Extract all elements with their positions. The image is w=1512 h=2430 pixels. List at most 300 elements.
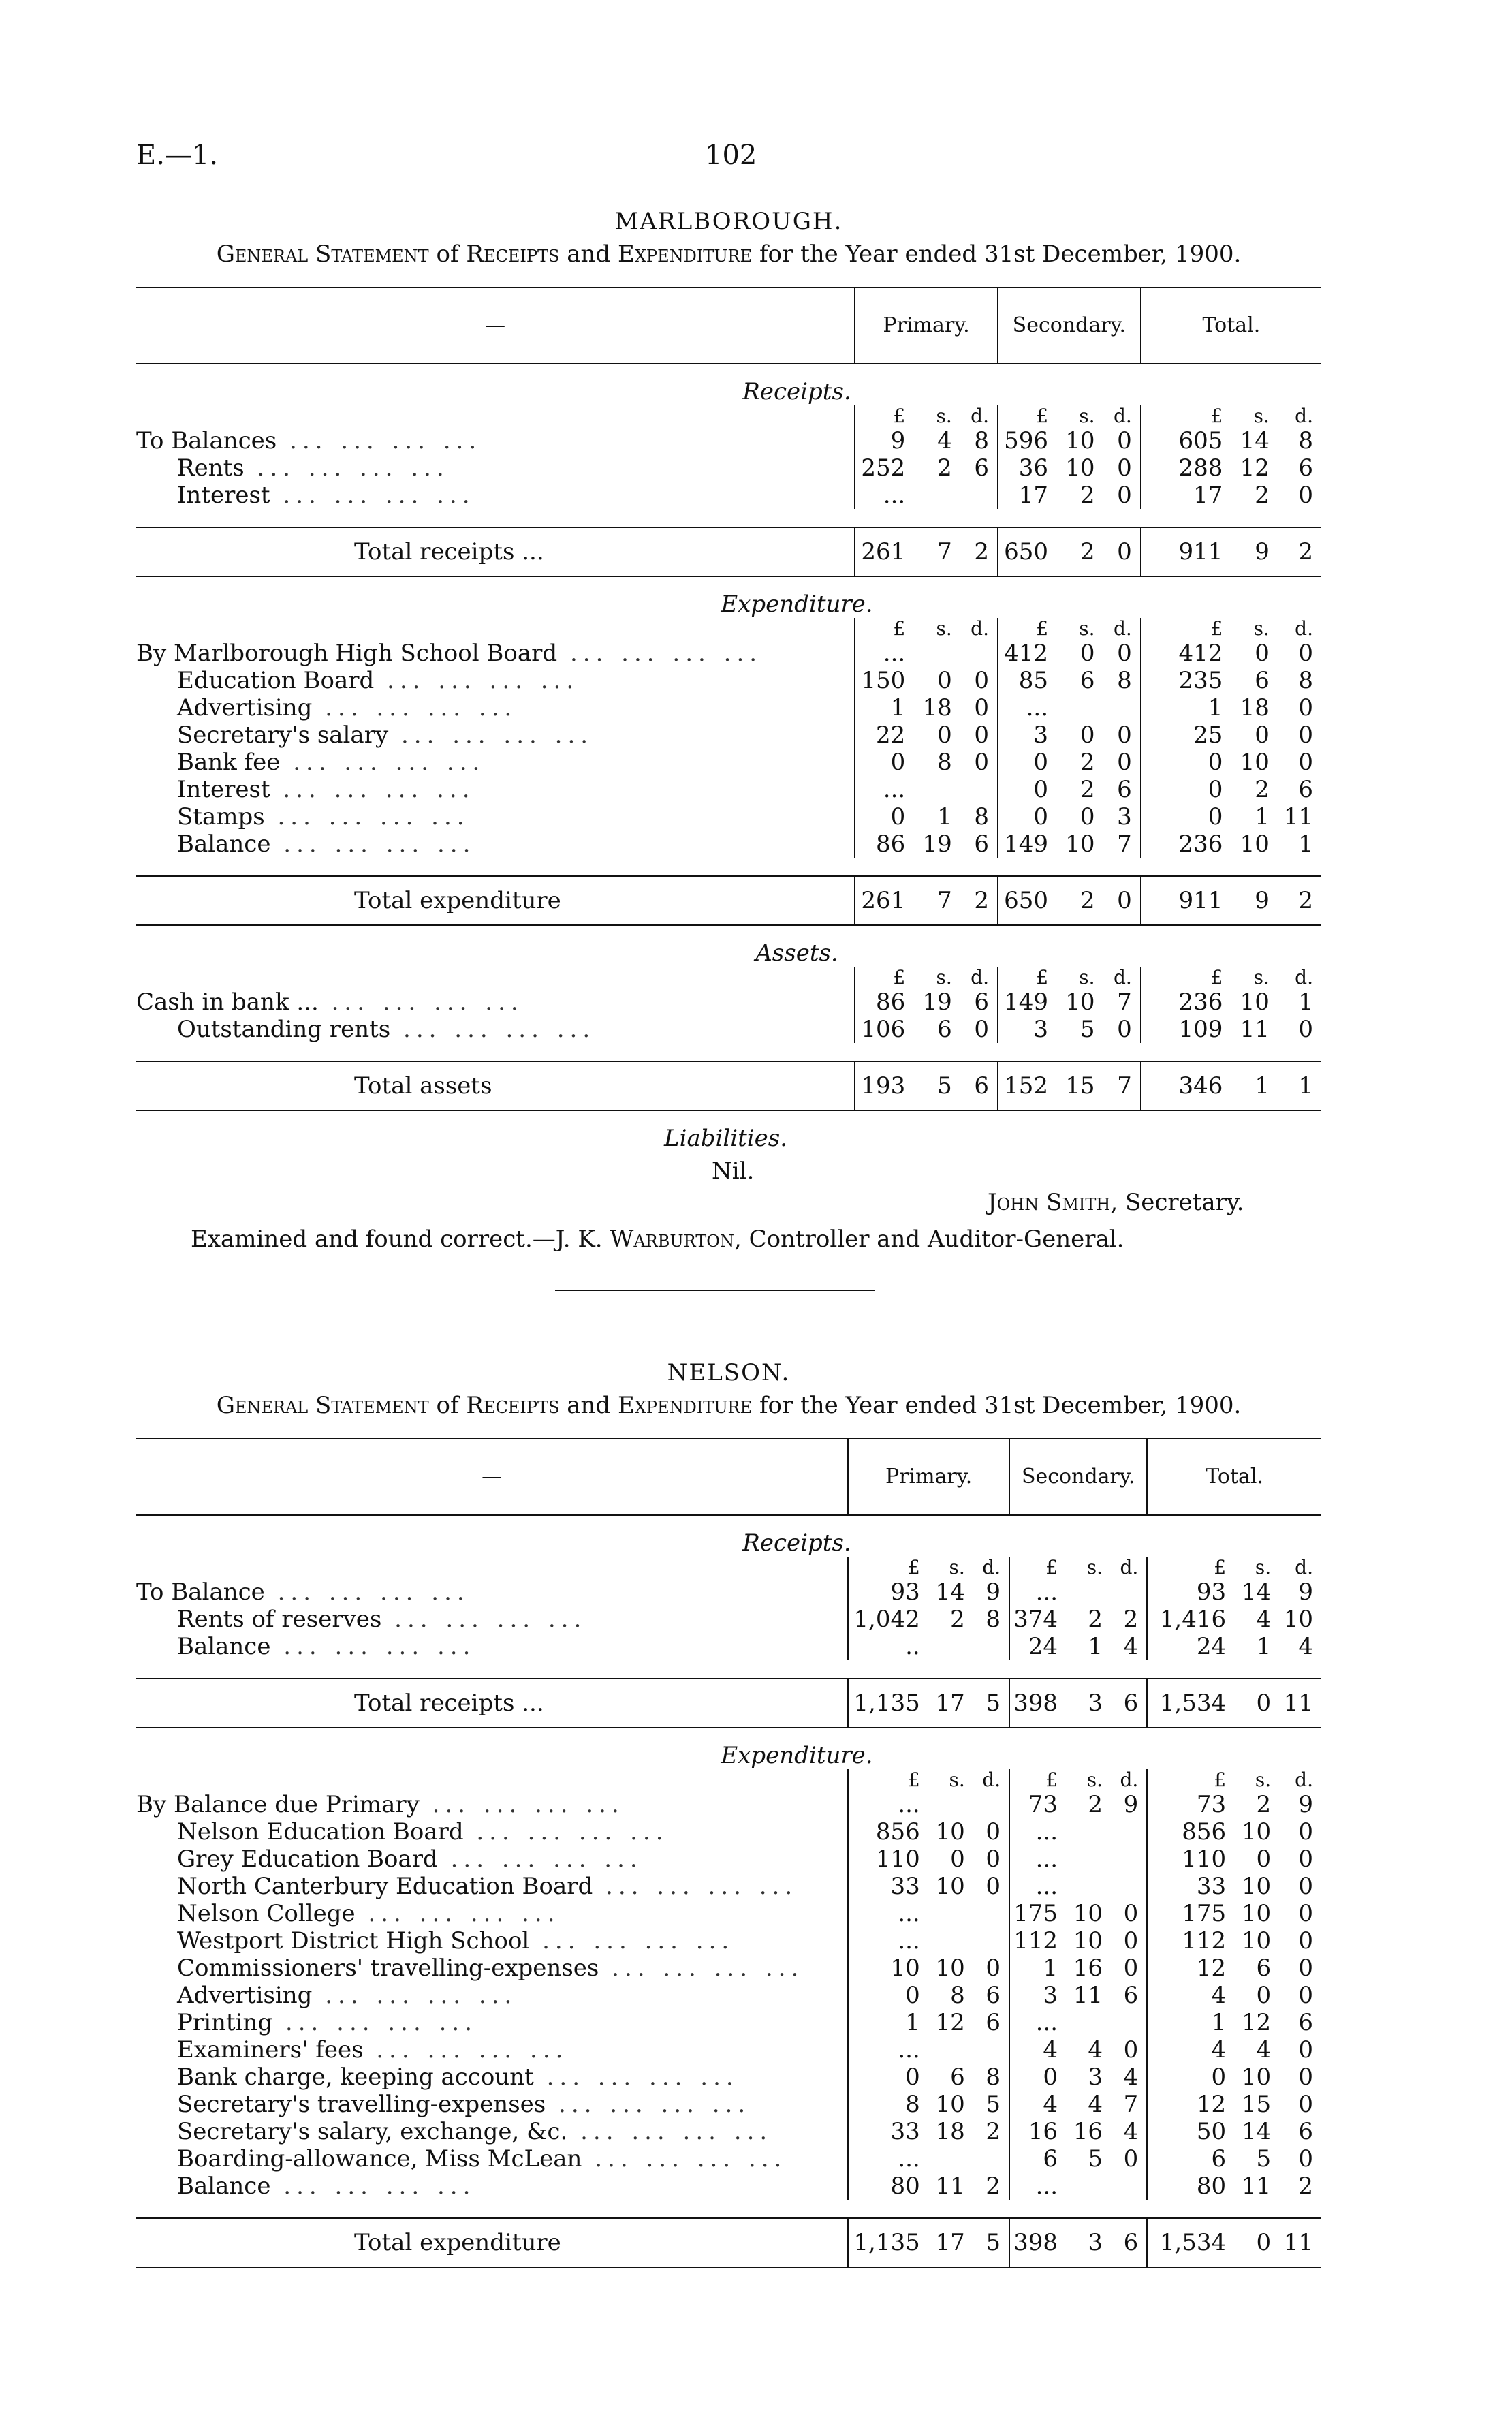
cell-p-l: 0 <box>848 2063 928 2091</box>
unit-d: d. <box>1120 1556 1139 1578</box>
cell-t-s: 6 <box>1255 667 1270 694</box>
nelson-statement <box>136 1359 1321 2268</box>
leader-dots: ... ... ... ... <box>355 1900 561 1927</box>
row-label <box>136 482 855 509</box>
cell-t-d: 0 <box>1298 1982 1313 2009</box>
cell-s-d: 0 <box>1117 427 1132 454</box>
cell-p-s: 0 <box>950 1845 965 1873</box>
table-row <box>136 2145 1321 2172</box>
total-s-l: 398 <box>1009 1679 1066 1728</box>
total-s-d: 0 <box>1103 527 1141 576</box>
cell-t-s: 12 <box>1240 454 1270 482</box>
cell-t-d: 9 <box>1298 1791 1313 1818</box>
cell-p-l: ... <box>848 1791 928 1818</box>
col-secondary: Secondary. <box>1009 1439 1147 1515</box>
cell-p-s: 10 <box>935 1818 965 1845</box>
cell-t-s: 2 <box>1256 1791 1272 1818</box>
leader-dots: ... ... ... ... <box>272 2009 478 2036</box>
row-label-text: By Balance due Primary <box>136 1791 420 1818</box>
unit-d: d. <box>1113 617 1132 640</box>
cell-t-d: 0 <box>1298 640 1313 667</box>
cell-s-s: 2 <box>1080 776 1095 803</box>
row-label <box>136 2145 848 2172</box>
unit-s: s. <box>936 966 952 988</box>
cell-t-s: 11 <box>1241 2172 1272 2200</box>
table-row <box>136 2118 1321 2145</box>
cell-t-l: 0 <box>1147 2063 1234 2091</box>
examined-suffix: , Controller and Auditor-General. <box>734 1226 1124 1253</box>
total-s-s: 3 <box>1066 1679 1111 1728</box>
cell-p-l: 86 <box>855 830 913 858</box>
cell-s-l: 16 <box>1009 2118 1066 2145</box>
cell-s-l: 3 <box>1009 1982 1066 2009</box>
total-p-s: 17 <box>928 1679 973 1728</box>
unit-d: d. <box>1295 1769 1313 1791</box>
total-t-l: 1,534 <box>1147 1679 1234 1728</box>
cell-s-l: ... <box>1009 1578 1066 1606</box>
leader-dots: ... ... ... ... <box>388 721 594 749</box>
cell-p-l: .. <box>848 1633 928 1660</box>
cell-p-s <box>913 776 960 803</box>
cell-p-l: 1,042 <box>848 1606 928 1633</box>
total-t-d: 11 <box>1279 1679 1321 1728</box>
subtitle-part: General Statement <box>216 240 429 268</box>
cell-s-s: 1 <box>1088 1633 1103 1660</box>
cell-p-l: 856 <box>848 1818 928 1845</box>
cell-t-l: 856 <box>1147 1818 1234 1845</box>
table-row <box>136 803 1321 830</box>
cell-p-l: ... <box>855 640 913 667</box>
cell-t-d: 0 <box>1298 1927 1313 1954</box>
cell-s-s: 4 <box>1088 2091 1103 2118</box>
cell-t-d: 0 <box>1298 721 1313 749</box>
leader-dots: ... ... ... ... <box>270 2172 476 2200</box>
table-row <box>136 1900 1321 1927</box>
table-row <box>136 1633 1321 1660</box>
cell-p-d: 0 <box>974 749 989 776</box>
examined-name: Warburton <box>610 1226 734 1253</box>
cell-p-d: 6 <box>986 2009 1001 2036</box>
cell-s-s: 3 <box>1088 2063 1103 2091</box>
statement-table <box>136 287 1321 1111</box>
cell-p-d <box>973 1791 1009 1818</box>
subtitle-part: Expenditure <box>618 1392 753 1419</box>
leader-dots: ... ... ... ... <box>363 2036 569 2063</box>
cell-p-l: 106 <box>855 1016 913 1043</box>
cell-t-s: 4 <box>1256 1606 1272 1633</box>
total-t-d: 1 <box>1278 1061 1321 1110</box>
total-s-l: 152 <box>998 1061 1056 1110</box>
row-label <box>136 2118 848 2145</box>
units-row <box>136 967 1321 988</box>
cell-t-l: 6 <box>1147 2145 1234 2172</box>
cell-s-s: 4 <box>1088 2036 1103 2063</box>
unit-s: s. <box>1255 1769 1272 1791</box>
cell-s-l: 85 <box>998 667 1056 694</box>
cell-p-d: 5 <box>986 2091 1001 2118</box>
row-label <box>136 640 855 667</box>
cell-t-d: 0 <box>1298 2063 1313 2091</box>
cell-t-l: 33 <box>1147 1873 1234 1900</box>
cell-p-s: 12 <box>935 2009 965 2036</box>
unit-s: s. <box>1086 1556 1103 1578</box>
unit-d: d. <box>982 1556 1001 1578</box>
row-label <box>136 749 855 776</box>
row-label <box>136 694 855 721</box>
cell-t-d: 6 <box>1298 454 1313 482</box>
table-row <box>136 988 1321 1016</box>
row-label-text: Boarding-allowance, Miss McLean <box>177 2145 582 2172</box>
unit-d: d. <box>971 966 989 988</box>
total-t-d: 2 <box>1278 876 1321 925</box>
cell-p-d: 0 <box>974 721 989 749</box>
cell-t-l: 1 <box>1141 694 1231 721</box>
cell-p-s: 4 <box>937 427 952 454</box>
unit-l: £ <box>855 405 913 427</box>
table-row <box>136 640 1321 667</box>
unit-s: s. <box>1253 617 1270 640</box>
row-label <box>136 1633 848 1660</box>
cell-t-d: 0 <box>1298 1818 1313 1845</box>
cell-s-d: 4 <box>1123 2118 1139 2145</box>
cell-s-s: 5 <box>1088 2145 1103 2172</box>
row-label <box>136 721 855 749</box>
table-row <box>136 2063 1321 2091</box>
total-p-l: 261 <box>855 876 913 925</box>
row-label-text: Printing <box>177 2009 273 2036</box>
cell-t-l: 605 <box>1141 427 1231 454</box>
row-label <box>136 2009 848 2036</box>
section-subtitle <box>136 1392 1321 1419</box>
unit-s: s. <box>1079 966 1095 988</box>
row-label-text: Nelson Education Board <box>177 1818 464 1845</box>
cell-t-l: 175 <box>1147 1900 1234 1927</box>
leader-dots: ... ... ... ... <box>437 1845 643 1873</box>
col-blank: — <box>136 287 855 364</box>
table-row <box>136 1606 1321 1633</box>
cell-t-l: 73 <box>1147 1791 1234 1818</box>
row-label-text: Cash in bank ... <box>136 988 319 1016</box>
receipts-heading-row <box>136 1515 1321 1557</box>
cell-s-d <box>1111 1818 1147 1845</box>
cell-s-s <box>1066 2009 1111 2036</box>
row-label-text: Balance <box>177 2172 271 2200</box>
section-divider <box>555 1290 875 1291</box>
cell-p-s: 18 <box>935 2118 965 2145</box>
cell-p-l: 80 <box>848 2172 928 2200</box>
cell-s-l: 374 <box>1009 1606 1066 1633</box>
section-title: MARLBOROUGH. <box>614 208 843 235</box>
cell-p-s <box>928 1927 973 1954</box>
cell-p-d: 0 <box>986 1818 1001 1845</box>
cell-s-d: 0 <box>1117 1016 1132 1043</box>
row-label <box>136 1606 848 1633</box>
cell-s-d <box>1111 2172 1147 2200</box>
cell-s-l: 4 <box>1009 2036 1066 2063</box>
cell-p-s <box>928 1900 973 1927</box>
cell-t-s: 0 <box>1256 1845 1272 1873</box>
cell-t-d: 11 <box>1283 803 1313 830</box>
cell-s-s: 11 <box>1073 1982 1103 2009</box>
total-row <box>136 876 1321 925</box>
unit-d: d. <box>1113 405 1132 427</box>
cell-s-l: 175 <box>1009 1900 1066 1927</box>
cell-p-l: ... <box>855 482 913 509</box>
cell-s-l: ... <box>1009 1873 1066 1900</box>
total-t-l: 911 <box>1141 527 1231 576</box>
cell-s-s <box>1066 2172 1111 2200</box>
secretary-title: , Secretary. <box>1110 1189 1244 1216</box>
leader-dots: ... ... ... ... <box>270 1633 476 1660</box>
cell-t-s: 10 <box>1241 1818 1272 1845</box>
cell-s-d <box>1111 1578 1147 1606</box>
row-label <box>136 1954 848 1982</box>
cell-s-s: 2 <box>1088 1791 1103 1818</box>
cell-t-d: 0 <box>1298 482 1313 509</box>
unit-d: d. <box>1113 966 1132 988</box>
unit-l: £ <box>855 967 913 988</box>
total-s-s: 2 <box>1056 527 1103 576</box>
cell-p-s: 2 <box>950 1606 965 1633</box>
cell-p-l: ... <box>848 1900 928 1927</box>
cell-s-d: 7 <box>1117 830 1132 858</box>
cell-t-d: 9 <box>1298 1578 1313 1606</box>
row-label <box>136 1873 848 1900</box>
cell-t-d: 0 <box>1298 1954 1313 1982</box>
row-label-text: Advertising <box>177 1982 313 2009</box>
unit-d: d. <box>1120 1769 1139 1791</box>
cell-t-l: 1 <box>1147 2009 1234 2036</box>
cell-s-l: 112 <box>1009 1927 1066 1954</box>
cell-t-l: 25 <box>1141 721 1231 749</box>
unit-s: s. <box>1255 1556 1272 1578</box>
total-p-l: 1,135 <box>848 2218 928 2267</box>
table-row <box>136 1873 1321 1900</box>
leader-dots: ... ... ... ... <box>312 1982 518 2009</box>
table-row <box>136 2009 1321 2036</box>
row-label-text: Interest <box>177 776 270 803</box>
cell-p-s: 19 <box>922 830 952 858</box>
row-label <box>136 2036 848 2063</box>
cell-s-s: 10 <box>1065 988 1095 1016</box>
row-label <box>136 2091 848 2118</box>
marlborough-statement <box>136 208 1321 1288</box>
cell-t-s: 4 <box>1256 2036 1272 2063</box>
cell-s-d <box>1111 1873 1147 1900</box>
receipts-heading: Receipts. <box>136 1515 1321 1557</box>
cell-t-d: 8 <box>1298 427 1313 454</box>
cell-s-s: 10 <box>1065 427 1095 454</box>
statement-table <box>136 1438 1321 2268</box>
total-s-d: 7 <box>1103 1061 1141 1110</box>
cell-t-l: 12 <box>1147 1954 1234 1982</box>
cell-t-d: 0 <box>1298 2145 1313 2172</box>
cell-p-l: 10 <box>848 1954 928 1982</box>
total-p-l: 193 <box>855 1061 913 1110</box>
cell-p-l: 0 <box>855 803 913 830</box>
cell-s-s <box>1056 694 1103 721</box>
cell-s-s: 10 <box>1073 1900 1103 1927</box>
cell-p-l: 0 <box>848 1982 928 2009</box>
assets-heading-row <box>136 925 1321 967</box>
unit-s: s. <box>949 1769 965 1791</box>
cell-t-s: 2 <box>1255 776 1270 803</box>
total-s-s: 3 <box>1066 2218 1111 2267</box>
row-label-text: Advertising <box>177 694 313 721</box>
leader-dots: ... ... ... ... <box>463 1818 669 1845</box>
cell-p-s: 19 <box>922 988 952 1016</box>
table-row <box>136 776 1321 803</box>
total-row <box>136 1061 1321 1110</box>
leader-dots: ... ... ... ... <box>599 1954 804 1982</box>
cell-s-s <box>1066 1578 1111 1606</box>
table-row <box>136 1016 1321 1043</box>
table-row <box>136 1927 1321 1954</box>
cell-p-s: 18 <box>922 694 952 721</box>
cell-p-s <box>913 640 960 667</box>
cell-t-s: 1 <box>1255 803 1270 830</box>
cell-p-d: 6 <box>974 988 989 1016</box>
cell-t-s: 6 <box>1256 1954 1272 1982</box>
row-label <box>136 1578 848 1606</box>
cell-s-d: 6 <box>1123 1982 1139 2009</box>
cell-s-l: 0 <box>998 749 1056 776</box>
unit-d: d. <box>1295 1556 1313 1578</box>
cell-s-l: 36 <box>998 454 1056 482</box>
liabilities-value: Nil. <box>712 1157 755 1185</box>
leader-dots: ... ... ... ... <box>593 1873 798 1900</box>
cell-t-d: 0 <box>1298 1873 1313 1900</box>
cell-s-l: 0 <box>1009 2063 1066 2091</box>
leader-dots: ... ... ... ... <box>318 988 524 1016</box>
col-total: Total. <box>1147 1439 1321 1515</box>
table-row <box>136 1982 1321 2009</box>
cell-p-s: 8 <box>937 749 952 776</box>
cell-s-d: 0 <box>1117 482 1132 509</box>
row-label <box>136 2063 848 2091</box>
total-label: Total expenditure <box>136 2218 848 2267</box>
receipts-heading: Receipts. <box>136 364 1321 405</box>
subtitle-part: for the Year ended 31st December, 1900. <box>752 1392 1242 1419</box>
unit-l: £ <box>848 1557 928 1578</box>
row-label-text: Westport District High School <box>177 1927 530 1954</box>
leader-dots: ... ... ... ... <box>277 427 482 454</box>
cell-p-s <box>928 1791 973 1818</box>
cell-p-l: 33 <box>848 1873 928 1900</box>
leader-dots: ... ... ... ... <box>264 803 470 830</box>
row-label <box>136 1818 848 1845</box>
cell-t-d: 8 <box>1298 667 1313 694</box>
unit-l: £ <box>998 618 1056 640</box>
cell-t-d: 0 <box>1298 2091 1313 2118</box>
total-s-d: 0 <box>1103 876 1141 925</box>
cell-p-d <box>973 1633 1009 1660</box>
liabilities-heading: Liabilities. <box>664 1125 788 1152</box>
cell-s-l: 6 <box>1009 2145 1066 2172</box>
cell-p-l: 150 <box>855 667 913 694</box>
secretary-signature <box>988 1189 1244 1216</box>
cell-p-s: 6 <box>937 1016 952 1043</box>
cell-t-d: 0 <box>1298 2036 1313 2063</box>
cell-t-l: 0 <box>1141 803 1231 830</box>
cell-p-l: 86 <box>855 988 913 1016</box>
cell-t-l: 12 <box>1147 2091 1234 2118</box>
unit-l: £ <box>848 1769 928 1791</box>
unit-l: £ <box>998 967 1056 988</box>
cell-p-d: 2 <box>986 2118 1001 2145</box>
subtitle-part: Receipts <box>466 240 560 268</box>
cell-s-l: ... <box>1009 1818 1066 1845</box>
cell-p-l: ... <box>848 1927 928 1954</box>
row-label <box>136 1982 848 2009</box>
cell-p-d: 8 <box>986 2063 1001 2091</box>
cell-p-d: 8 <box>974 803 989 830</box>
cell-s-s: 6 <box>1080 667 1095 694</box>
cell-s-s: 0 <box>1080 640 1095 667</box>
cell-s-d: 8 <box>1117 667 1132 694</box>
col-secondary: Secondary. <box>998 287 1141 364</box>
cell-p-l: 9 <box>855 427 913 454</box>
cell-p-d: 0 <box>986 1845 1001 1873</box>
cell-t-s: 10 <box>1241 1900 1272 1927</box>
table-row <box>136 749 1321 776</box>
cell-s-d: 0 <box>1117 749 1132 776</box>
row-label-text: Rents <box>177 454 245 482</box>
leader-dots: ... ... ... ... <box>244 454 450 482</box>
cell-p-d: 0 <box>986 1873 1001 1900</box>
row-label-text: Examiners' fees <box>177 2036 364 2063</box>
cell-p-d: 8 <box>974 427 989 454</box>
leader-dots: ... ... ... ... <box>374 667 580 694</box>
unit-d: d. <box>1295 966 1313 988</box>
total-label: Total assets <box>136 1061 855 1110</box>
cell-s-l: 24 <box>1009 1633 1066 1660</box>
row-label <box>136 2172 848 2200</box>
leader-dots: ... ... ... ... <box>529 1927 735 1954</box>
unit-l: £ <box>1141 618 1231 640</box>
cell-t-d: 0 <box>1298 1845 1313 1873</box>
total-p-l: 1,135 <box>848 1679 928 1728</box>
row-label-text: Bank charge, keeping account <box>177 2063 534 2091</box>
cell-t-s: 11 <box>1240 1016 1270 1043</box>
total-s-l: 650 <box>998 876 1056 925</box>
cell-t-s: 0 <box>1256 1982 1272 2009</box>
unit-l: £ <box>1141 405 1231 427</box>
row-label <box>136 1900 848 1927</box>
row-label-text: Grey Education Board <box>177 1845 438 1873</box>
cell-p-d: 6 <box>974 454 989 482</box>
total-p-s: 7 <box>913 527 960 576</box>
cell-p-l: 1 <box>855 694 913 721</box>
row-label-text: Rents of reserves <box>177 1606 382 1633</box>
col-total: Total. <box>1141 287 1321 364</box>
cell-s-s <box>1066 1818 1111 1845</box>
cell-s-d <box>1111 2009 1147 2036</box>
unit-s: s. <box>1086 1769 1103 1791</box>
unit-d: d. <box>971 405 989 427</box>
cell-t-s: 10 <box>1241 1873 1272 1900</box>
cell-s-d: 2 <box>1123 1606 1139 1633</box>
row-label-text: By Marlborough High School Board <box>136 640 558 667</box>
cell-s-s: 10 <box>1065 830 1095 858</box>
section-subtitle <box>136 240 1321 268</box>
unit-l: £ <box>1009 1769 1066 1791</box>
row-label-text: To Balances <box>136 427 277 454</box>
cell-p-d: 0 <box>974 667 989 694</box>
cell-s-l: 149 <box>998 830 1056 858</box>
total-t-s: 1 <box>1231 1061 1278 1110</box>
unit-l: £ <box>1009 1557 1066 1578</box>
